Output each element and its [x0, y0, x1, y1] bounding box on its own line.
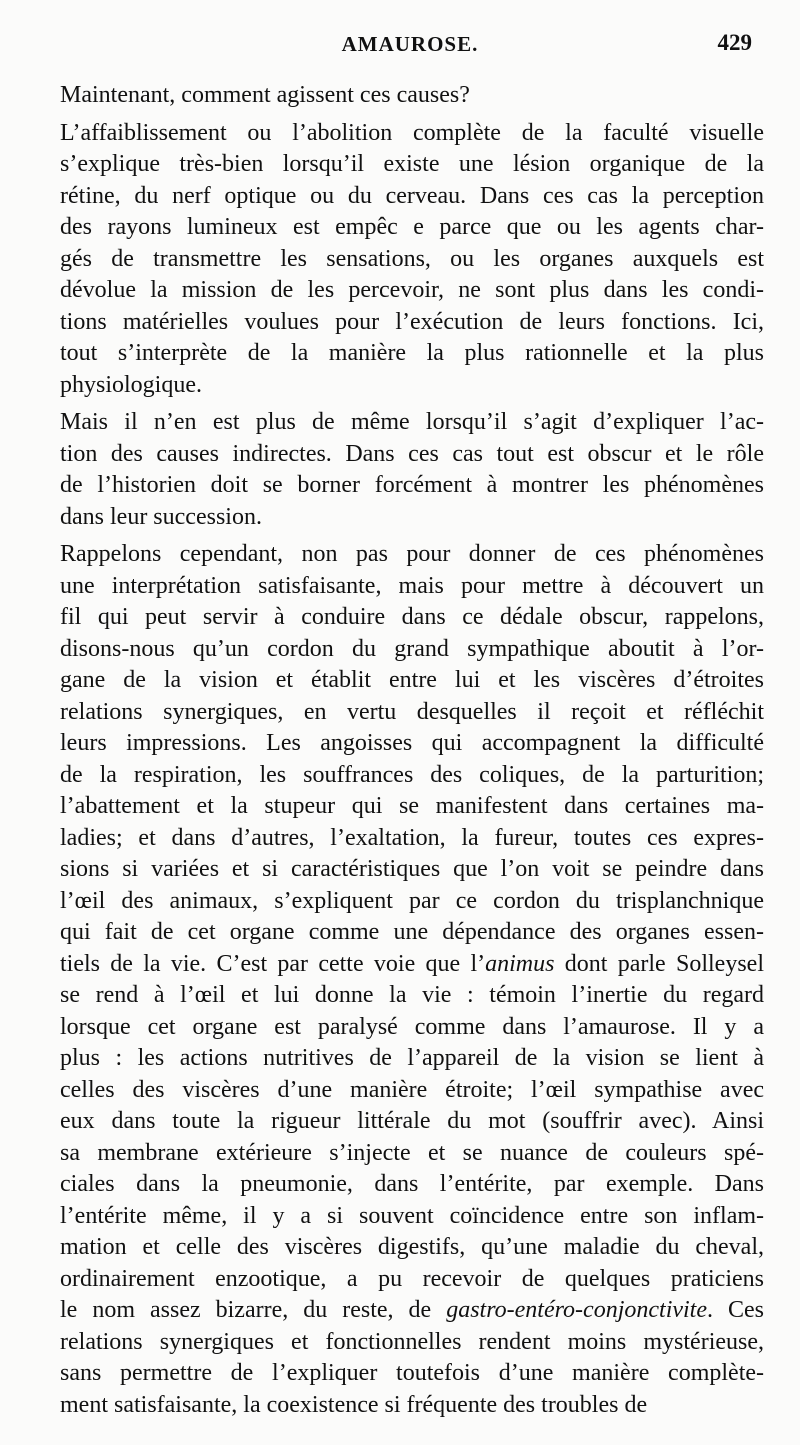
text-line: l’entérite même, il y a si souvent coïncidence entre son inflam- [60, 1202, 764, 1229]
text-line: gane de la vision et établit entre lui et les viscères d’étroites [60, 667, 764, 693]
text-line: tiels de la vie. C’est par cette voie que l’animus dont parle Solleysel [60, 950, 764, 977]
text-line: ordinairement enzootique, a pu recevoir de quelques praticiens [60, 1265, 764, 1292]
running-head [60, 28, 760, 62]
text-line: lorsque cet organe est paralysé comme dans l’amaurose. Il y a [60, 1013, 764, 1040]
text-line: le nom assez bizarre, du reste, de gastro-entéro-conjonctivite. Ces [60, 1297, 764, 1323]
paragraph [60, 118, 764, 402]
text-line: ciales dans la pneumonie, dans l’entérite, par exemple. Dans [60, 1171, 764, 1197]
body-text [60, 80, 764, 1421]
text-line: sa membrane extérieure s’injecte et se nuance de couleurs spé- [60, 1139, 764, 1166]
text-line: L’affaiblissement ou l’abolition complète de la faculté visuelle [60, 119, 764, 146]
text-line: mation et celle des viscères digestifs, qu’une maladie du cheval, [60, 1234, 764, 1260]
text-line: dévolue la mission de les percevoir, ne sont plus dans les condi- [60, 277, 764, 303]
text-line: relations synergiques, en vertu desquelles il reçoit et réfléchit [60, 698, 764, 725]
text-line: plus : les actions nutritives de l’appareil de la vision se lient à [60, 1045, 764, 1071]
text-line: tions matérielles voulues pour l’exécution de leurs fonctions. Ici, [60, 308, 764, 335]
text-line: rétine, du nerf optique ou du cerveau. Dans ces cas la perception [60, 182, 764, 209]
paragraph [60, 80, 764, 112]
text-line: l’œil des animaux, s’expliquent par ce cordon du trisplanchnique [60, 887, 764, 914]
paragraph [60, 407, 764, 533]
text-line: disons-nous qu’un cordon du grand sympathique aboutit à l’or- [60, 635, 764, 662]
text-line: gés de transmettre les sensations, ou les organes auxquels est [60, 245, 764, 272]
text-line: physiologique. [60, 371, 202, 398]
text-line: relations synergiques et fonctionnelles rendent moins mystérieuse, [60, 1328, 764, 1355]
text-line: dans leur succession. [60, 503, 262, 530]
text-line: celles des viscères d’une manière étroite; l’œil sympathise avec [60, 1076, 764, 1103]
text-line: s’explique très-bien lorsqu’il existe une lésion organique de la [60, 151, 764, 177]
text-line: tion des causes indirectes. Dans ces cas tout est obscur et le rôle [60, 440, 764, 467]
text-line: se rend à l’œil et lui donne la vie : témoin l’inertie du regard [60, 982, 764, 1008]
text-line: qui fait de cet organe comme une dépendance des organes essen- [60, 919, 764, 945]
text-line: ment satisfaisante, la coexistence si fréquente des troubles de [60, 1391, 648, 1418]
text-line: sions si variées et si caractéristiques que l’on voit se peindre dans [60, 856, 764, 882]
text-line: leurs impressions. Les angoisses qui accompagnent la difficulté [60, 730, 764, 756]
text-line: Mais il n’en est plus de même lorsqu’il s’agit d’expliquer l’ac- [60, 409, 764, 435]
text-line: Maintenant, comment agissent ces causes? [60, 82, 470, 108]
text-line: l’abattement et la stupeur qui se manifestent dans certaines ma- [60, 793, 764, 819]
text-line: fil qui peut servir à conduire dans ce dédale obscur, rappelons, [60, 604, 764, 630]
text-line: de la respiration, les souffrances des coliques, de la parturition; [60, 761, 764, 788]
text-line: eux dans toute la rigueur littérale du mot (souffrir avec). Ainsi [60, 1108, 764, 1134]
text-line: de l’historien doit se borner forcément à montrer les phénomènes [60, 472, 764, 498]
paragraph [60, 539, 764, 1421]
text-line: une interprétation satisfaisante, mais pour mettre à découvert un [60, 572, 764, 599]
text-line: Rappelons cependant, non pas pour donner de ces phénomènes [60, 541, 764, 567]
text-line: tout s’interprète de la manière la plus rationnelle et la plus [60, 340, 764, 366]
text-line: ladies; et dans d’autres, l’exaltation, la fureur, toutes ces expres- [60, 824, 764, 851]
text-line: des rayons lumineux est empêc e parce que ou les agents char- [60, 214, 764, 240]
page-number: 429 [717, 30, 752, 55]
text-line: sans permettre de l’expliquer toutefois d’une manière complète- [60, 1360, 764, 1386]
running-title: AMAUROSE. [341, 32, 479, 56]
